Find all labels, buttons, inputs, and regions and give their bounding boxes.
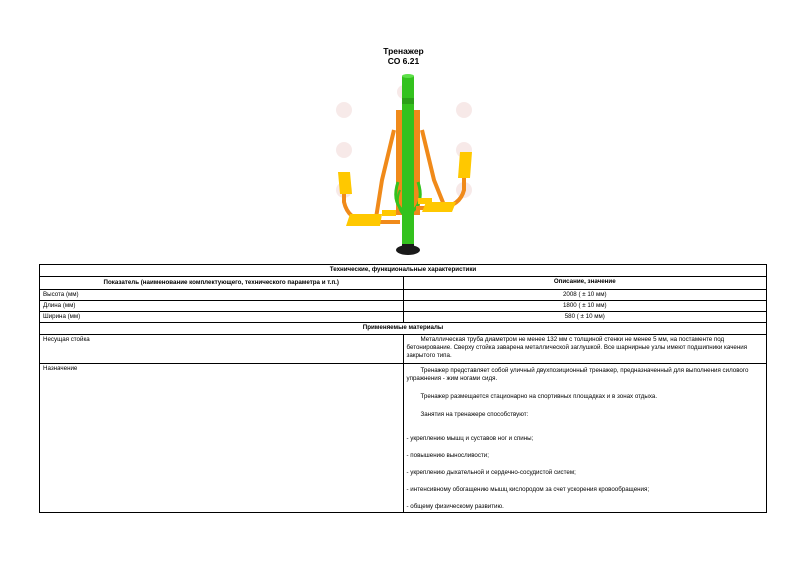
right-backrest xyxy=(458,152,472,178)
list-item: - укреплению мышц и суставов ног и спины; xyxy=(406,435,534,442)
table-row xyxy=(40,335,767,364)
column-header-value: Описание, значение xyxy=(403,277,767,290)
table-row xyxy=(40,312,767,323)
list-item: - повышению выносливости; xyxy=(406,452,489,459)
column-header-parameter: Показатель (наименование комплектующего, технического параметра и т.п.) xyxy=(40,277,404,290)
specification-table xyxy=(39,264,767,513)
left-footplate xyxy=(382,210,396,216)
row-value: 1800 ( ± 10 мм) xyxy=(403,301,767,312)
post-label: Несущая стойка xyxy=(40,335,404,364)
purpose-description xyxy=(403,364,767,513)
left-backrest xyxy=(338,172,352,194)
title-line-1: Тренажер xyxy=(383,46,424,56)
page-title xyxy=(0,46,807,66)
list-item: - интенсивному обогащению мышц кислородом за счет ускорения кровообращения; xyxy=(406,486,650,493)
list-item: - общему физическому развитию. xyxy=(406,503,504,510)
right-footplate xyxy=(418,198,432,204)
row-value: 2008 ( ± 10 мм) xyxy=(403,290,767,301)
row-label: Длина (мм) xyxy=(40,301,404,312)
table-row xyxy=(40,364,767,513)
left-seat xyxy=(346,214,382,226)
post-description: Металлическая труба диаметром не менее 132 мм с толщиной стенки не менее 5 мм, на постаменте под бетонирование. Сверху стойка заварена металлической заглушкой. Все шарнирные узлы имеют подшипники качения закрытого типа. xyxy=(403,335,767,364)
purpose-paragraph-2: Тренажер размещается стационарно на спортивных площадках и в зонах отдыха. xyxy=(420,393,658,400)
purpose-paragraph-1: Тренажер представляет собой уличный двухпозиционный тренажер, предназначенный для выполнения силового упражнения - жим ногами сидя. xyxy=(406,367,749,382)
trainer-illustration xyxy=(322,70,486,262)
section-materials-header: Применяемые материалы xyxy=(40,323,767,335)
row-label: Ширина (мм) xyxy=(40,312,404,323)
table-row xyxy=(40,290,767,301)
list-item: - укреплению дыхательной и сердечно-сосудистой систем; xyxy=(406,469,576,476)
title-line-2: СО 6.21 xyxy=(387,56,420,66)
row-label: Высота (мм) xyxy=(40,290,404,301)
purpose-label: Назначение xyxy=(40,364,404,513)
table-row xyxy=(40,301,767,312)
section-specs-header: Технические, функциональные характеристики xyxy=(40,265,767,277)
purpose-paragraph-3: Занятия на тренажере способствуют: xyxy=(420,411,529,418)
row-value: 580 ( ± 10 мм) xyxy=(403,312,767,323)
